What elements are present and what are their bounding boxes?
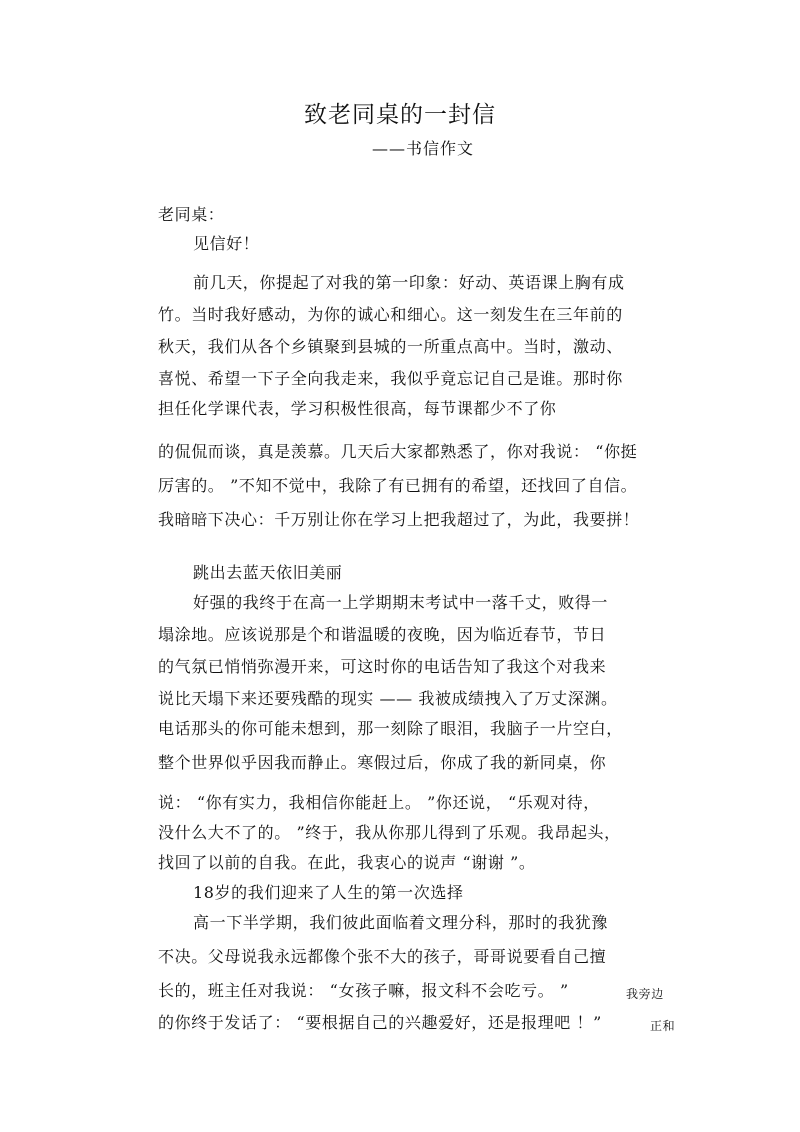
section-heading: 18岁的我们迎来了人生的第一次选择 [193,883,464,902]
paragraph-line: 秋天，我们从各个乡镇聚到县城的一所重点高中。当时，激动、 [158,337,623,356]
paragraph-line: 厉害的。 ”不知不觉中，我除了有已拥有的希望，还找回了自信。 [158,476,638,495]
salutation: 老同桌： [158,205,225,224]
paragraph-line: 高一下半学期，我们彼此面临着文理分科，那时的我犹豫 [193,913,609,932]
greeting: 见信好！ [193,234,260,253]
paragraph-line: 我暗暗下决心：千万别让你在学习上把我超过了，为此，我要拼！ [158,510,640,529]
paragraph-line-tail: 正和 [650,1019,676,1033]
paragraph-line: 的侃侃而谈，真是羡慕。几天后大家都熟悉了，你对我说： “你挺 [158,442,638,461]
paragraph-line: 喜悦、希望一下子全向我走来，我似乎竟忘记自己是谁。那时你 [158,369,623,388]
section-heading: 跳出去蓝天依旧美丽 [193,563,343,582]
paragraph-line: 的气氛已悄悄弥漫开来，可这时你的电话告知了我这个对我来 [158,657,607,676]
paragraph-line: 前几天，你提起了对我的第一印象：好动、英语课上胸有成 [193,273,625,292]
paragraph-line: 说： “你有实力，我相信你能赶上。 ”你还说， “乐观对待， [158,793,600,812]
paragraph-line: 没什么大不了的。 ”终于，我从你那儿得到了乐观。我昂起头， [158,823,621,842]
paragraph-line: 找回了以前的自我。在此，我衷心的说声 “谢谢 ”。 [158,853,536,872]
paragraph-line: 电话那头的你可能未想到，那一刻除了眼泪，我脑子一片空白， [158,719,623,738]
letter-title: 致老同桌的一封信 [304,102,496,128]
paragraph-line: 长的，班主任对我说： “女孩子嘛，报文科不会吃亏。 ” [158,981,569,1000]
paragraph-line: 不决。父母说我永远都像个张不大的孩子，哥哥说要看自己擅 [158,947,607,966]
paragraph-line: 塌涂地。应该说那是个和谐温暖的夜晚，因为临近春节，节日 [158,625,607,644]
paragraph-line-tail: 我旁边 [626,987,664,1001]
paragraph-line: 整个世界似乎因我而静止。寒假过后，你成了我的新同桌，你 [158,753,607,772]
paragraph-line: 竹。当时我好感动，为你的诚心和细心。这一刻发生在三年前的 [158,305,623,324]
paragraph-line: 的你终于发话了： “要根据自己的兴趣爱好，还是报理吧 ！” [158,1013,602,1032]
paragraph-line: 担任化学课代表，学习积极性很高，每节课都少不了你 [158,399,557,418]
paragraph-line: 好强的我终于在高一上学期期末考试中一落千丈，败得一 [193,593,609,612]
letter-subtitle: ——书信作文 [372,139,475,158]
paragraph-line: 说比天塌下来还要残酷的现实 —— 我被成绩拽入了万丈深渊。 [158,689,618,708]
